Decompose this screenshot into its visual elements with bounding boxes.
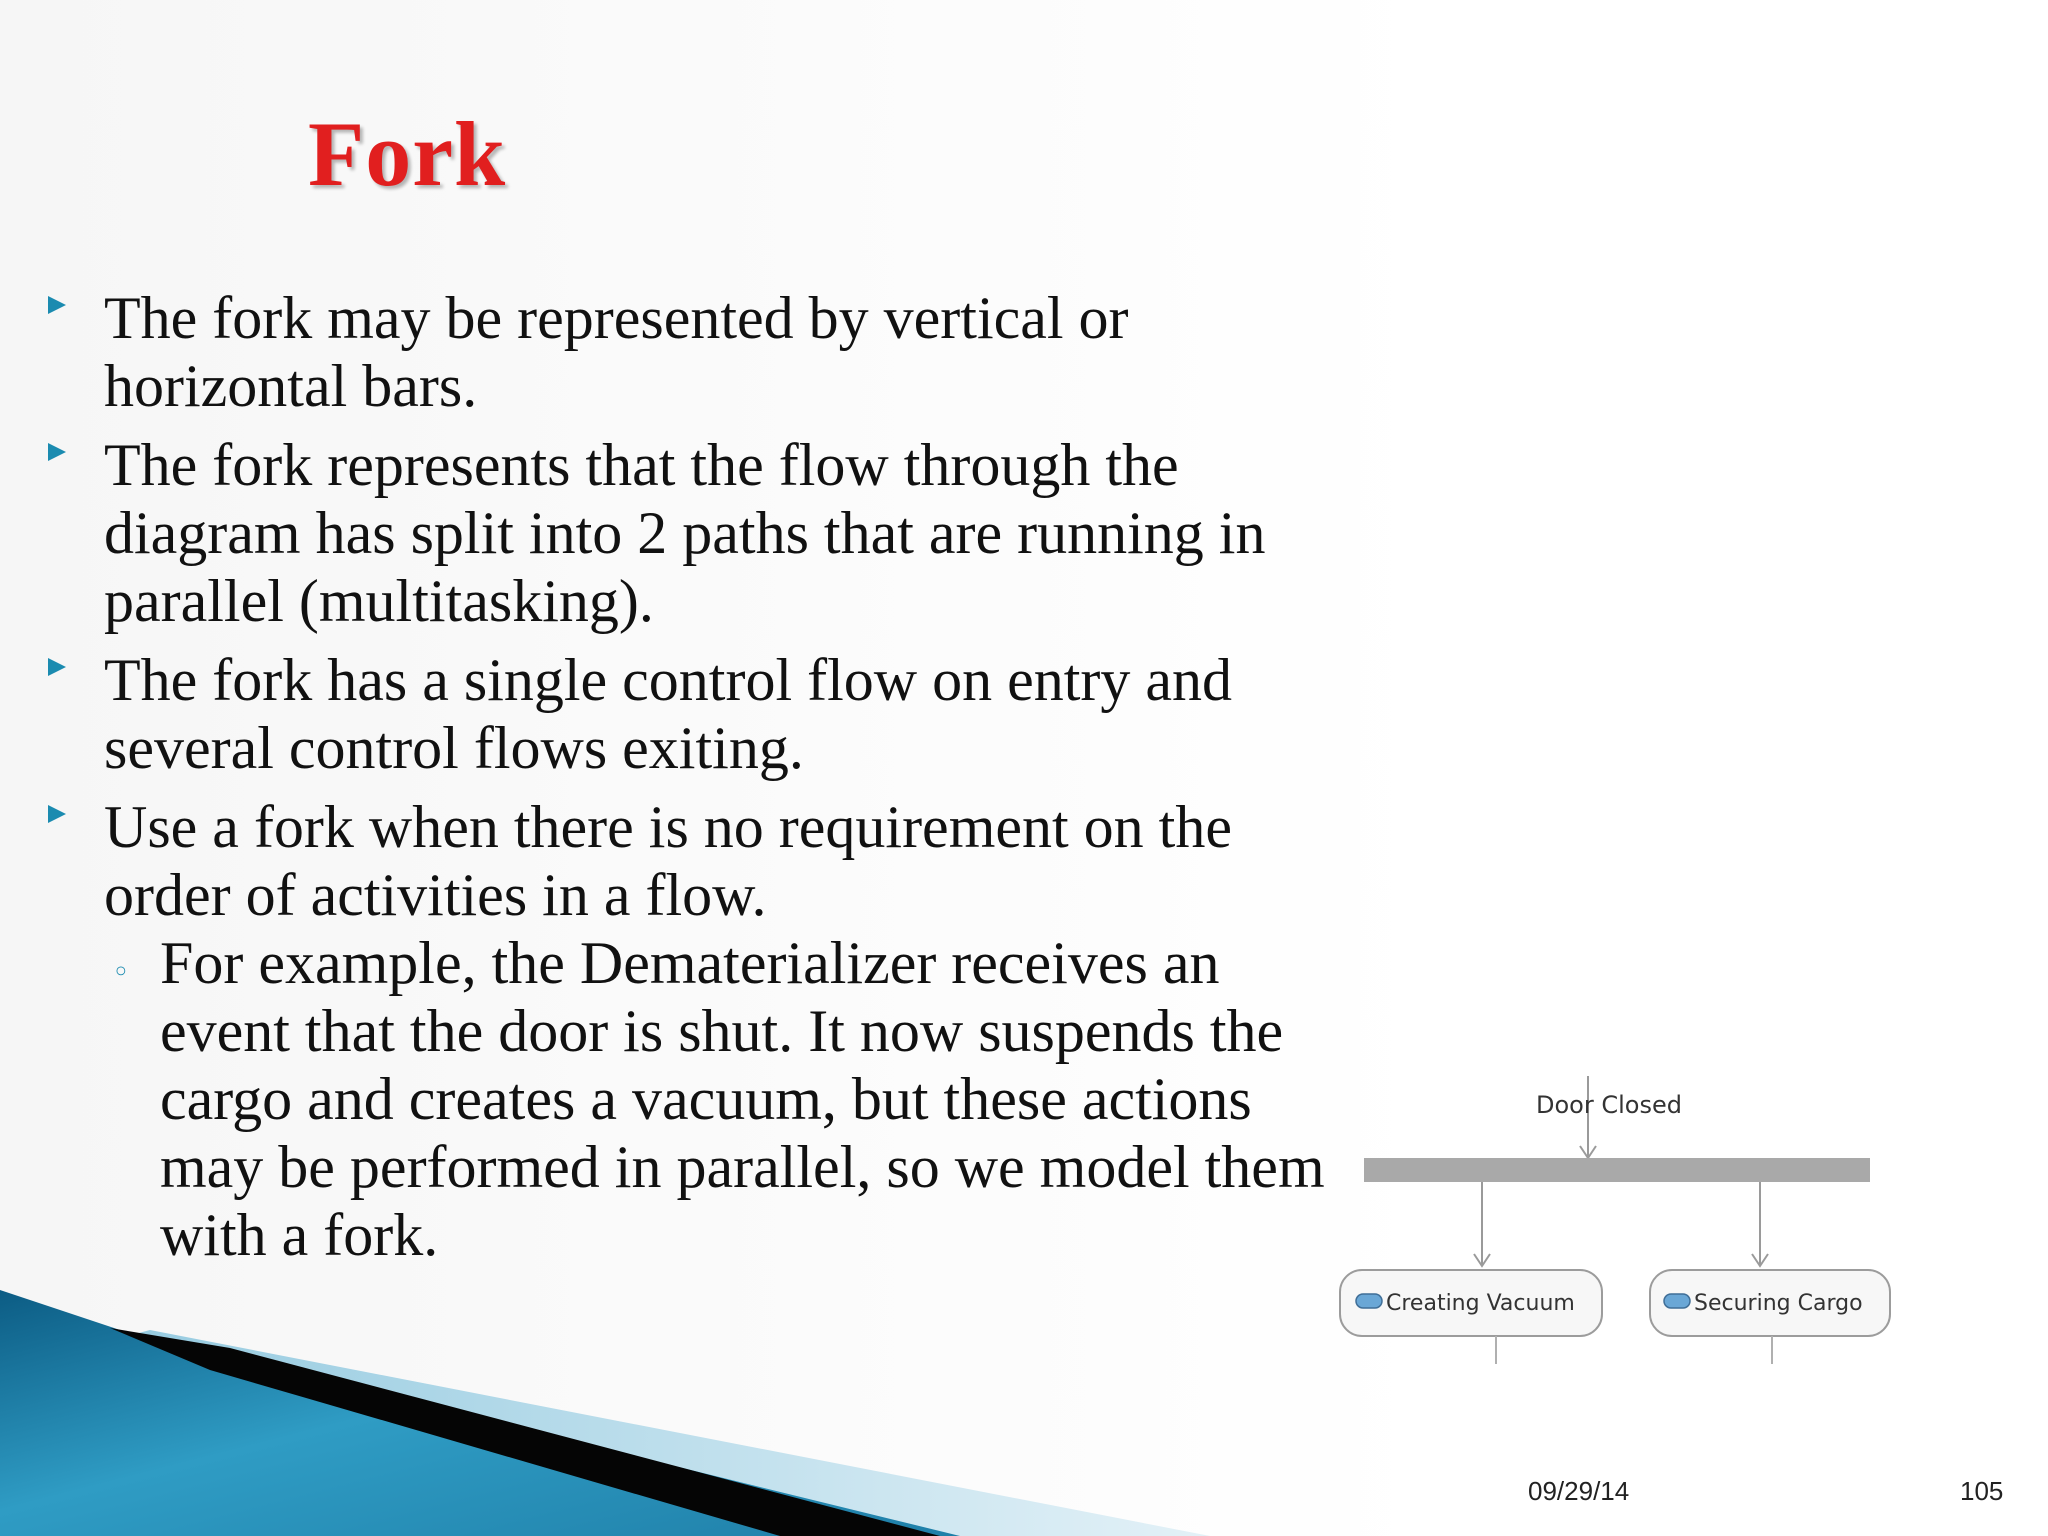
action-node-securing-cargo	[1650, 1270, 1890, 1336]
bullet-item	[46, 793, 1346, 929]
triangle-bullet-icon	[46, 294, 68, 316]
bullet-item	[46, 431, 1346, 635]
bullet-item	[46, 646, 1346, 782]
sub-bullet-text: For example, the Dematerializer receives an event that the door is shut. It now suspends the cargo and creates a vacuum, but these actions may be performed in parallel, so we model them with a fork.	[160, 930, 1325, 1268]
action-node-creating-vacuum	[1340, 1270, 1602, 1336]
bullet-list	[46, 284, 1346, 1269]
event-label: Door Closed	[1536, 1091, 1682, 1119]
action-icon	[1664, 1294, 1690, 1308]
slide-title: Fork	[308, 103, 507, 205]
triangle-bullet-icon	[46, 441, 68, 463]
bullet-text: The fork represents that the flow through the diagram has split into 2 paths that are running in parallel (multitasking).	[104, 432, 1266, 634]
decorative-swoosh	[0, 1250, 1300, 1536]
footer-date: 09/29/14	[1528, 1476, 1630, 1506]
bullet-item	[46, 284, 1346, 420]
page-number: 105	[1960, 1476, 2004, 1506]
action-label: Creating Vacuum	[1386, 1291, 1575, 1316]
bullet-text: The fork may be represented by vertical or horizontal bars.	[104, 285, 1129, 419]
fork-bar	[1364, 1158, 1870, 1182]
fork-diagram	[1330, 1068, 1900, 1368]
bullet-text: Use a fork when there is no requirement on the order of activities in a flow.	[104, 794, 1232, 928]
sub-bullet-item	[46, 929, 1346, 1269]
action-icon	[1356, 1294, 1382, 1308]
triangle-bullet-icon	[46, 803, 68, 825]
action-label: Securing Cargo	[1694, 1291, 1863, 1316]
bullet-text: The fork has a single control flow on entry and several control flows exiting.	[104, 647, 1233, 781]
circle-bullet-icon: ◦	[112, 955, 130, 990]
triangle-bullet-icon	[46, 656, 68, 678]
